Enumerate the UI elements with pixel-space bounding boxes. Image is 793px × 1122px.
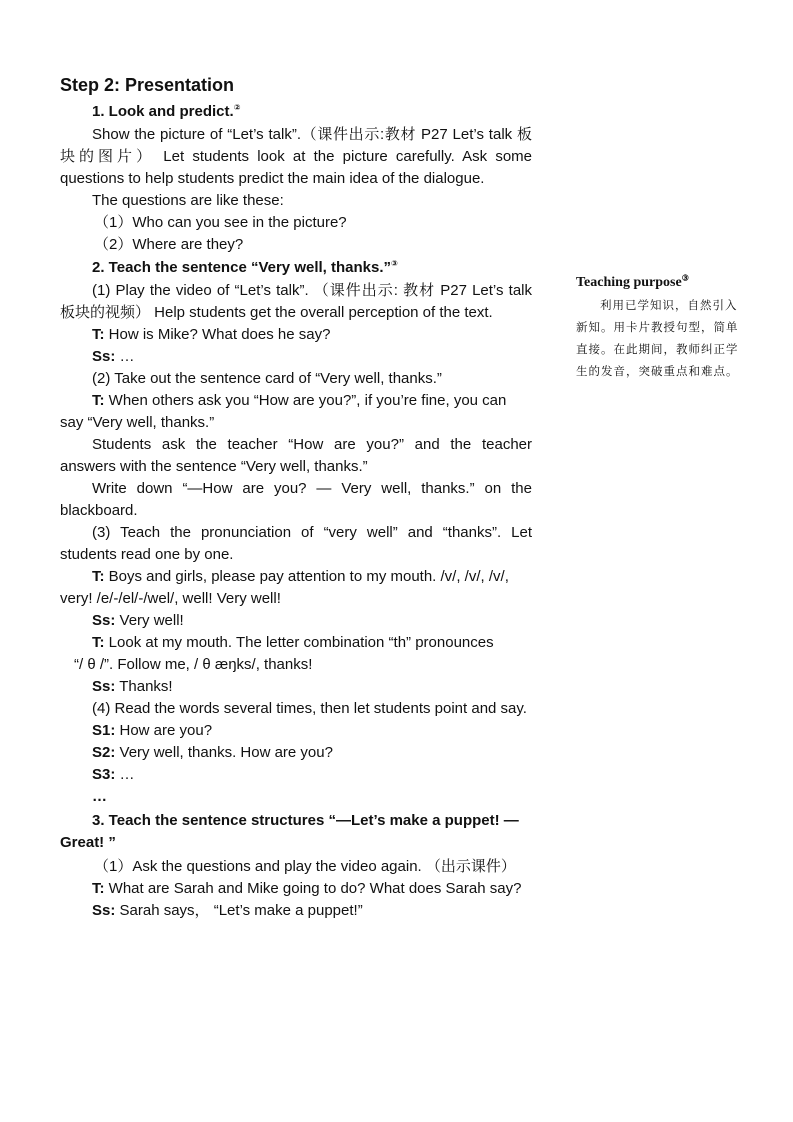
section1-heading <box>60 100 532 124</box>
dialogue-line <box>60 324 532 346</box>
question-1: （1）Who can you see in the picture? <box>94 214 347 231</box>
speaker-label: T: <box>92 326 105 343</box>
sidebar-text: 利用已学知识，自然引入新知。用卡片教授句型，简单直接。在此期间，教师纠正学生的发音，突破重点和难点。 <box>576 298 739 378</box>
dialogue-line <box>60 566 532 610</box>
speaker-label: S3: <box>92 766 116 783</box>
sidebar-title-text: Teaching purpose <box>576 275 682 290</box>
teaching-purpose-sidebar <box>576 272 748 382</box>
dialogue-line <box>60 878 532 900</box>
speaker-label: S2: <box>92 744 116 761</box>
speaker-label: T: <box>92 880 105 897</box>
dialogue-continuation: “/ θ /”. Follow me, / θ æŋks/, thanks! <box>74 656 313 673</box>
dialogue-line <box>60 390 532 434</box>
section1-heading-text: 1. Look and predict. <box>92 103 234 120</box>
dialogue-text: Look at my mouth. The letter combination “th” pronounces <box>104 634 494 651</box>
speaker-label: Ss: <box>92 902 116 919</box>
dialogue-line <box>60 676 532 698</box>
section3-heading: 3. Teach the sentence structures “—Let’s make a puppet! —Great! ” <box>60 812 519 851</box>
dialogue-line <box>60 742 532 764</box>
section2-para5: (3) Teach the pronunciation of “very well” and “thanks”. Let students read one by one. <box>60 524 532 563</box>
dialogue-text: Very well! <box>115 612 184 629</box>
section2-para1: (1) Play the video of “Let’s talk”. （课件出示: 教材 P27 Let’s talk 板块的视频） Help students get the overall perception of the text. <box>60 282 532 321</box>
footnote-mark: ③ <box>391 259 398 268</box>
speaker-label: T: <box>92 568 105 585</box>
speaker-label: T: <box>92 392 105 409</box>
section2-heading-text: 2. Teach the sentence “Very well, thanks.” <box>92 259 392 276</box>
section2-para4: Write down “—How are you? — Very well, thanks.” on the blackboard. <box>60 480 532 519</box>
dialogue-line <box>60 900 532 922</box>
dialogue-text: How is Mike? What does he say? <box>104 326 331 343</box>
section2-heading <box>60 256 532 280</box>
dialogue-text: … <box>115 348 135 365</box>
dialogue-text: What are Sarah and Mike going to do? What does Sarah say? <box>104 880 522 897</box>
speaker-label: T: <box>92 634 105 651</box>
speaker-label: S1: <box>92 722 116 739</box>
dialogue-text: Boys and girls, please pay attention to my mouth. /v/, /v/, /v/, very! /e/-/el/-/wel/, well! Very well! <box>60 568 509 607</box>
footnote-mark: ③ <box>681 273 689 283</box>
footnote-mark: ② <box>233 103 241 112</box>
speaker-label: Ss: <box>92 612 116 629</box>
section2-para3: Students ask the teacher “How are you?” and the teacher answers with the sentence “Very well, thanks.” <box>60 436 532 475</box>
step-title: Step 2: Presentation <box>60 75 235 95</box>
section2-para6: (4) Read the words several times, then let students point and say. <box>92 700 527 717</box>
dialogue-text: Thanks! <box>115 678 173 695</box>
dialogue-line <box>60 720 532 742</box>
dialogue-line <box>60 632 532 654</box>
dialogue-text: When others ask you “How are you?”, if you’re fine, you can say “Very well, thanks.” <box>60 392 507 431</box>
dialogue-line <box>60 610 532 632</box>
dialogue-line <box>60 346 532 368</box>
sidebar-title <box>576 272 748 294</box>
section1-para2: The questions are like these: <box>92 192 284 209</box>
speaker-label: Ss: <box>92 678 116 695</box>
dialogue-text: Sarah says， “Let’s make a puppet!” <box>115 902 363 919</box>
question-2: （2）Where are they? <box>94 236 244 253</box>
speaker-label: Ss: <box>92 348 116 365</box>
section2-para2: (2) Take out the sentence card of “Very well, thanks.” <box>92 370 442 387</box>
dialogue-text: … <box>115 766 135 783</box>
dialogue-text: How are you? <box>115 722 213 739</box>
ellipsis: … <box>92 788 107 805</box>
section1-para1: Show the picture of “Let’s talk”.（课件出示:教材 P27 Let’s talk 板块的图片） Let students look at the picture carefully. Ask some questions to help students predict the main idea of the dialogue. <box>60 126 532 187</box>
dialogue-text: Very well, thanks. How are you? <box>115 744 333 761</box>
section3-para1: （1）Ask the questions and play the video again. （出示课件） <box>94 858 516 875</box>
main-column <box>60 72 532 922</box>
dialogue-line <box>60 764 532 786</box>
